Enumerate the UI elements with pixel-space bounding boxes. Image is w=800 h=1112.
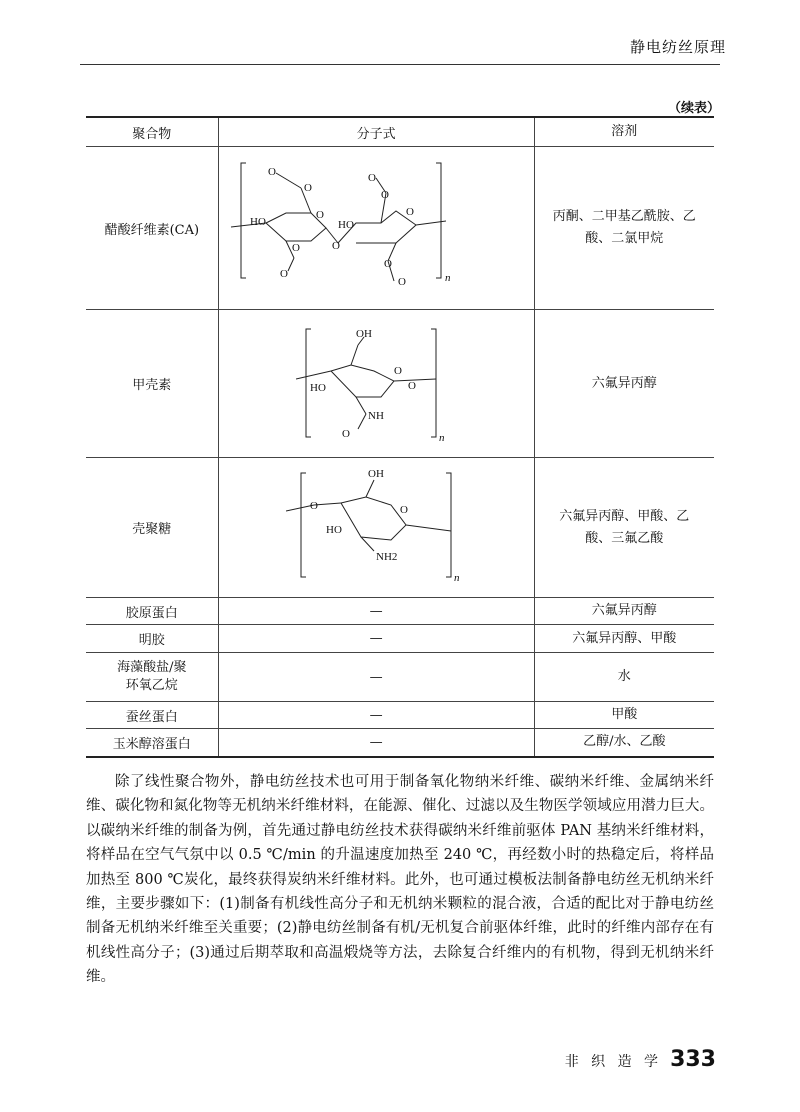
- formula-cell: —: [218, 702, 534, 729]
- atom-label: O: [332, 240, 341, 252]
- header-rule: [80, 64, 720, 65]
- chitin-structure: [296, 319, 456, 449]
- formula-cell: —: [218, 653, 534, 702]
- solvent-cell: 甲酸: [534, 702, 714, 729]
- table-row: [86, 598, 714, 625]
- atom-label: HO: [338, 219, 354, 231]
- repeat-unit-label: n: [445, 272, 451, 284]
- atom-label: O: [292, 242, 301, 254]
- cellulose-acetate-structure: [226, 153, 526, 303]
- atom-label: HO: [250, 216, 266, 228]
- body-paragraph: 除了线性聚合物外，静电纺丝技术也可用于制备氧化物纳米纤维、碳纳米纤维、金属纳米纤维、碳化物和氮化物等无机纳米纤维材料，在能源、催化、过滤以及生物医学领域应用潜力巨大。以碳纳米纤维的制备为例，首先通过静电纺丝技术获得碳纳米纤维前驱体 PAN 基纳米纤维材料，将样品在空气气氛中以 0.5 ℃/min 的升温速度加热至 240 ℃，再经数小时的热稳定后，将样品加热至 800 ℃炭化，最终获得炭纳米纤维材料。此外，也可通过模板法制备静电纺丝无机纳米纤维，主要步骤如下：(1)制备有机线性高分子和无机纳米颗粒的混合液，合适的配比对于静电纺丝制备无机纳米纤维至关重要；(2)静电纺丝制备有机/无机复合前驱体纤维，此时的纤维内部存在有机线性高分子；(3)通过后期萃取和高温煅烧等方法，去除复合纤维内的有机物，得到无机纳米纤维。: [86, 774, 714, 986]
- atom-label: NH2: [376, 551, 398, 563]
- book-title: 非 织 造 学: [564, 1054, 663, 1070]
- polymer-cell: 壳聚糖: [86, 458, 218, 598]
- repeat-unit-label: n: [439, 431, 445, 444]
- formula-cell: —: [218, 729, 534, 757]
- atom-label: O: [394, 364, 403, 377]
- page-number: 333: [670, 1047, 716, 1072]
- table-header-row: [86, 117, 714, 147]
- atom-label: O: [316, 209, 325, 221]
- polymer-cell: [86, 653, 218, 702]
- atom-label: O: [400, 504, 409, 516]
- solvent-cell: 水: [534, 653, 714, 702]
- polymer-line: 海藻酸盐/聚环氧乙烷: [117, 660, 187, 693]
- table-row: [86, 653, 714, 702]
- repeat-unit-label: n: [454, 572, 460, 584]
- formula-cell: [218, 458, 534, 598]
- atom-label: O: [408, 379, 417, 392]
- atom-label: NH: [368, 409, 384, 422]
- atom-label: O: [342, 427, 351, 440]
- polymer-cell: 明胶: [86, 625, 218, 653]
- solvent-cell: 六氟异丙醇: [534, 598, 714, 625]
- table-row: [86, 147, 714, 310]
- formula-cell: —: [218, 625, 534, 653]
- running-header: 静电纺丝原理: [629, 38, 726, 56]
- atom-label: O: [304, 182, 313, 194]
- polymer-cell: 蚕丝蛋白: [86, 702, 218, 729]
- table-row: [86, 729, 714, 757]
- chitosan-structure: [286, 465, 466, 590]
- page-footer: [565, 1047, 716, 1072]
- atom-label: OH: [368, 468, 384, 480]
- formula-cell: —: [218, 598, 534, 625]
- polymer-cell: 甲壳素: [86, 310, 218, 458]
- atom-label: O: [406, 206, 415, 218]
- atom-label: O: [384, 258, 393, 270]
- table-row: [86, 702, 714, 729]
- atom-label: O: [268, 166, 277, 178]
- atom-label: O: [398, 276, 407, 288]
- atom-label: O: [368, 172, 377, 184]
- polymer-cell: 胶原蛋白: [86, 598, 218, 625]
- atom-label: HO: [326, 524, 342, 536]
- atom-label: O: [280, 268, 289, 280]
- solvent-cell: 六氟异丙醇、甲酸、乙酸、三氟乙酸: [534, 458, 714, 598]
- atom-label: O: [310, 500, 319, 512]
- solvent-cell: 六氟异丙醇、甲酸: [534, 625, 714, 653]
- column-header-solvent: 溶剂: [534, 117, 714, 147]
- continued-label: （续表）: [667, 101, 720, 116]
- solvent-cell: 六氟异丙醇: [534, 310, 714, 458]
- polymer-solvent-table: [86, 116, 714, 758]
- atom-label: O: [381, 189, 390, 201]
- solvent-cell: 乙醇/水、乙酸: [534, 729, 714, 757]
- atom-label: OH: [356, 327, 372, 340]
- formula-cell: [218, 147, 534, 310]
- polymer-cell: 玉米醇溶蛋白: [86, 729, 218, 757]
- polymer-cell: 醋酸纤维素(CA): [86, 147, 218, 310]
- table-row: [86, 625, 714, 653]
- table-row: [86, 458, 714, 598]
- table-row: [86, 310, 714, 458]
- solvent-cell: 丙酮、二甲基乙酰胺、乙酸、二氯甲烷: [534, 147, 714, 310]
- column-header-formula: 分子式: [218, 117, 534, 147]
- formula-cell: [218, 310, 534, 458]
- column-header-polymer: 聚合物: [86, 117, 218, 147]
- atom-label: HO: [310, 381, 326, 394]
